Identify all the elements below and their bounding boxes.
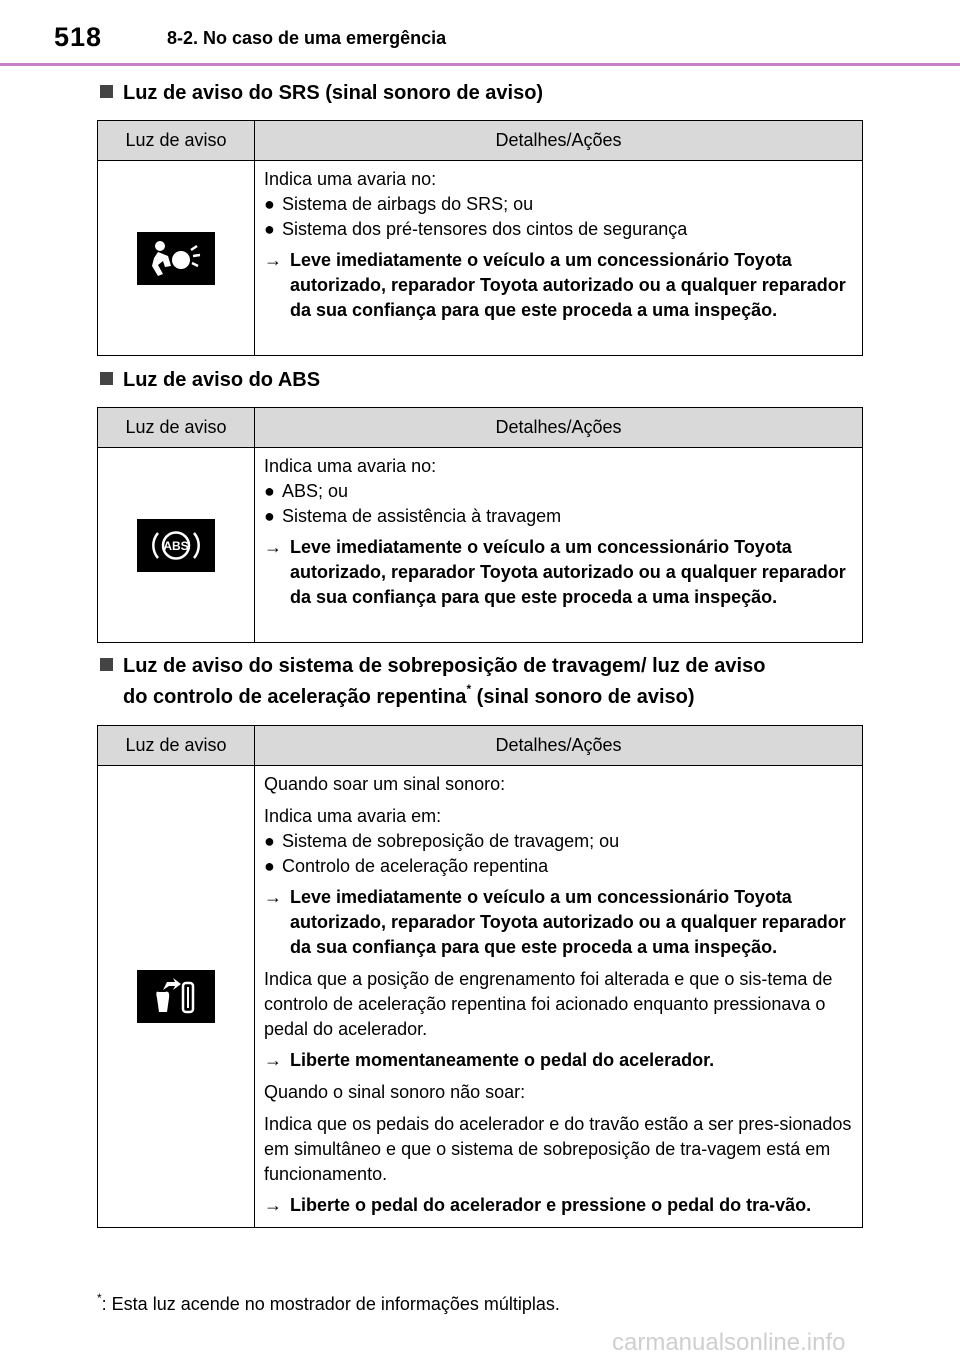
action-instruction: → Leve imediatamente o veículo a um concessionário Toyota autorizado, reparador Toyota autorizado ou a qualquer reparador da sua confiança para que este proceda a uma inspeção.	[264, 250, 846, 320]
details-sound-condition: Quando soar um sinal sonoro:	[264, 774, 506, 794]
srs-airbag-warning-icon	[137, 232, 215, 285]
srs-warning-table	[97, 120, 863, 356]
section-title-srs: Luz de aviso do SRS (sinal sonoro de aviso)	[100, 78, 543, 109]
watermark: carmanualsonline.info	[612, 1329, 846, 1356]
column-header-warning-light: Luz de aviso	[98, 121, 255, 161]
column-header-details: Detalhes/Ações	[255, 121, 863, 161]
list-item: ● ABS; ou	[264, 481, 349, 501]
list-item: ● Sistema de sobreposição de travagem; ou	[264, 831, 620, 851]
section-title-abs: Luz de aviso do ABS	[100, 365, 320, 396]
header-divider	[0, 63, 960, 66]
abs-warning-icon	[137, 519, 215, 572]
footnote-marker: *	[466, 682, 472, 696]
action-instruction: → Liberte momentaneamente o pedal do acelerador.	[264, 1050, 715, 1070]
table-row	[98, 161, 863, 356]
list-item: ● Sistema de airbags do SRS; ou	[264, 194, 534, 214]
table-header-row	[98, 408, 863, 448]
table-header-row	[98, 121, 863, 161]
section-square-icon	[100, 658, 113, 671]
warning-light-cell	[98, 766, 255, 1228]
page-header	[0, 0, 960, 66]
abs-warning-table	[97, 407, 863, 643]
warning-light-cell	[98, 448, 255, 643]
details-no-sound-condition: Quando o sinal sonoro não soar:	[264, 1082, 526, 1102]
abs-icon-label: ABS	[163, 538, 189, 553]
brake-override-warning-table	[97, 725, 863, 1228]
details-shift-condition: Indica que a posição de engrenamento foi alterada e que o sis-tema de controlo de aceleração repentina foi acionado enquanto pressionava o pedal do acelerador.	[264, 969, 833, 1039]
section-square-icon	[100, 372, 113, 385]
column-header-details: Detalhes/Ações	[255, 726, 863, 766]
list-item: ● Controlo de aceleração repentina	[264, 856, 549, 876]
table-header-row	[98, 726, 863, 766]
column-header-warning-light: Luz de aviso	[98, 726, 255, 766]
column-header-details: Detalhes/Ações	[255, 408, 863, 448]
details-intro: Indica uma avaria no:	[264, 169, 437, 189]
section-title-brake-override: Luz de aviso do sistema de sobreposição de travagem/ luz de aviso do controlo de aceleração repentina* (sinal sonoro de aviso)	[100, 651, 765, 713]
list-item: ● Sistema dos pré-tensores dos cintos de segurança	[264, 219, 688, 239]
section-square-icon	[100, 85, 113, 98]
action-instruction: → Liberte o pedal do acelerador e pressione o pedal do tra-vão.	[264, 1195, 812, 1215]
footnote: *: Esta luz acende no mostrador de informações múltiplas.	[97, 1291, 560, 1314]
table-row	[98, 448, 863, 643]
action-instruction: → Leve imediatamente o veículo a um concessionário Toyota autorizado, reparador Toyota autorizado ou a qualquer reparador da sua confiança para que este proceda a uma inspeção.	[264, 537, 846, 607]
details-cell	[255, 448, 863, 643]
action-instruction: → Leve imediatamente o veículo a um concessionário Toyota autorizado, reparador Toyota autorizado ou a qualquer reparador da sua confiança para que este proceda a uma inspeção.	[264, 887, 846, 957]
list-item: ● Sistema de assistência à travagem	[264, 506, 562, 526]
brake-override-pedal-warning-icon	[137, 970, 215, 1023]
details-cell	[255, 161, 863, 356]
column-header-warning-light: Luz de aviso	[98, 408, 255, 448]
table-row	[98, 766, 863, 1228]
details-cell	[255, 766, 863, 1228]
chapter-title: 8-2. No caso de uma emergência	[167, 28, 447, 48]
details-intro: Indica uma avaria em:	[264, 806, 442, 826]
details-intro: Indica uma avaria no:	[264, 456, 437, 476]
details-pedals-condition: Indica que os pedais do acelerador e do travão estão a ser pres-sionados em simultâneo e que o sistema de sobreposição de tra-vagem está em funcionamento.	[264, 1114, 852, 1184]
warning-light-cell	[98, 161, 255, 356]
page-number: 518	[54, 22, 103, 52]
